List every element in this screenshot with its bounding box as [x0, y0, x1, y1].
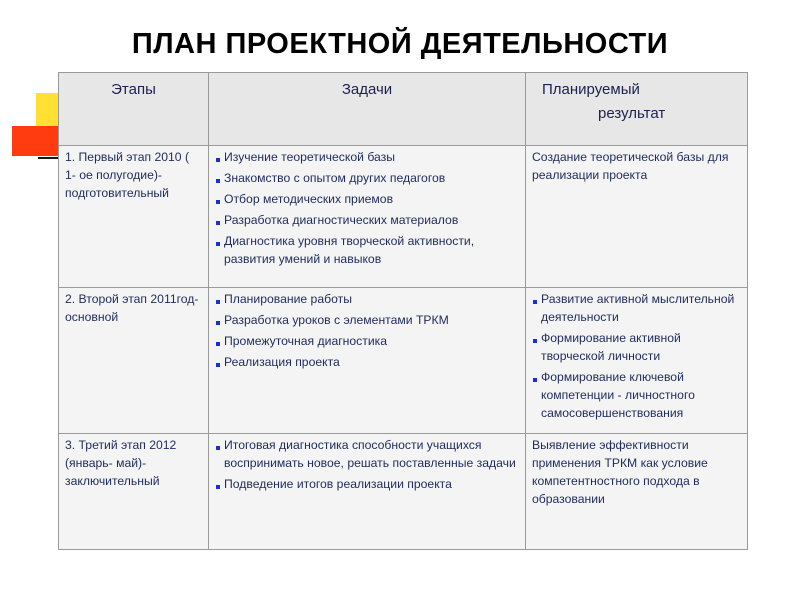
table-header-row: [59, 73, 748, 146]
header-results-line1: Планируемый: [542, 81, 640, 98]
plan-table: [58, 72, 748, 550]
result-item: Развитие активной мыслительной деятельности: [532, 290, 741, 326]
results-cell: [526, 146, 748, 288]
result-item: Формирование активной творческой личности: [532, 329, 741, 365]
task-item: Изучение теоретической базы: [215, 148, 519, 166]
results-cell: [526, 434, 748, 550]
stage-cell: 1. Первый этап 2010 ( 1- ое полугодие)- подготовительный: [59, 146, 209, 288]
table-row: [59, 434, 748, 550]
task-item: Разработка диагностических материалов: [215, 211, 519, 229]
result-item: Формирование ключевой компетенции - личностного самосовершенствования: [532, 368, 741, 422]
task-item: Отбор методических приемов: [215, 190, 519, 208]
header-results-line2: результат: [598, 105, 666, 122]
header-stages: Этапы: [59, 73, 209, 146]
task-item: Промежуточная диагностика: [215, 332, 519, 350]
task-item: Диагностика уровня творческой активности, развития умений и навыков: [215, 232, 519, 268]
result-item: Создание теоретической базы для реализации проекта: [532, 150, 729, 182]
page-title: ПЛАН ПРОЕКТНОЙ ДЕЯТЕЛЬНОСТИ: [131, 28, 669, 60]
tasks-cell: [209, 146, 526, 288]
results-cell: [526, 288, 748, 434]
task-item: Реализация проекта: [215, 353, 519, 371]
task-item: Разработка уроков с элементами ТРКМ: [215, 311, 519, 329]
table-row: [59, 146, 748, 288]
task-item: Подведение итогов реализации проекта: [215, 475, 519, 493]
task-item: Планирование работы: [215, 290, 519, 308]
stage-cell: 3. Третий этап 2012 (январь- май)- заключительный: [59, 434, 209, 550]
tasks-cell: [209, 288, 526, 434]
header-results: [526, 73, 748, 146]
task-item: Итоговая диагностика способности учащихся воспринимать новое, решать поставленные задачи: [215, 436, 519, 472]
header-tasks: Задачи: [209, 73, 526, 146]
stage-cell: 2. Второй этап 2011год- основной: [59, 288, 209, 434]
result-item: Выявление эффективности применения ТРКМ как условие компетентностного подхода в образовании: [532, 438, 708, 506]
tasks-cell: [209, 434, 526, 550]
task-item: Знакомство с опытом других педагогов: [215, 169, 519, 187]
table-row: [59, 288, 748, 434]
